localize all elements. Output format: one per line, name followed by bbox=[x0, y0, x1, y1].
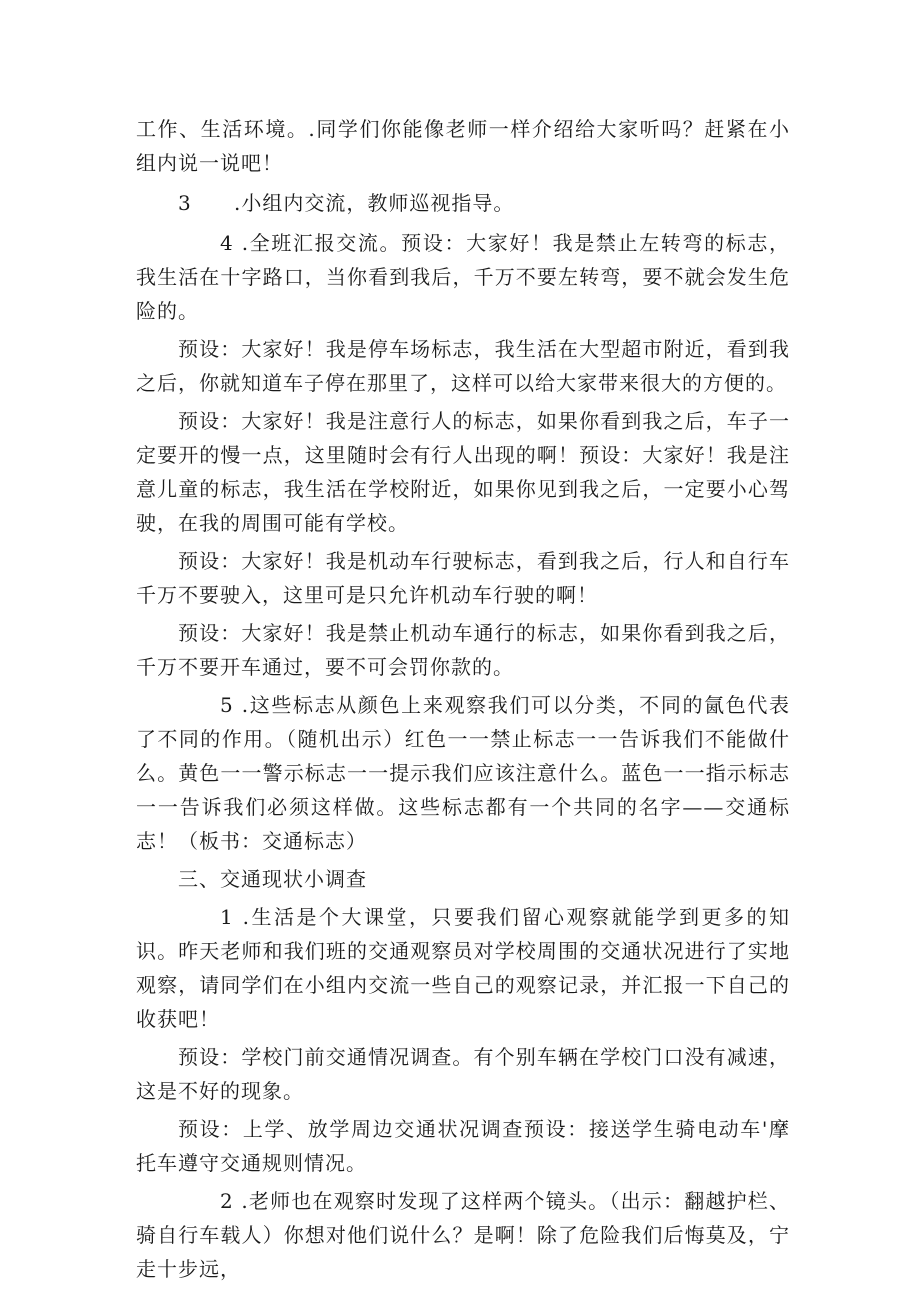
paragraph-number: 2 bbox=[220, 1189, 234, 1213]
paragraph-text: 预设：大家好！我是禁止机动车通行的标志，如果你看到我之后，千万不要开车通过，要不可会罚你款的。 bbox=[136, 621, 790, 679]
paragraph-8 bbox=[136, 688, 790, 858]
paragraph-2 bbox=[136, 186, 790, 220]
section-heading-text: 三、交通现状小调查 bbox=[178, 867, 367, 891]
document-body bbox=[136, 112, 790, 1286]
paragraph-12 bbox=[136, 1112, 790, 1180]
paragraph-text: .生活是个大课堂，只要我们留心观察就能学到更多的知识。昨天老师和我们班的交通观察员对学校周围的交通状况进行了实地观察，请同学们在小组内交流一些自己的观察记录，并汇报一下自己的收获吧！ bbox=[136, 905, 790, 1031]
paragraph-text: 预设：学校门前交通情况调查。有个别车辆在学校门口没有减速，这是不好的现象。 bbox=[136, 1045, 790, 1103]
paragraph-11 bbox=[136, 1040, 790, 1108]
paragraph-3 bbox=[136, 226, 790, 328]
paragraph-text: .这些标志从颜色上来观察我们可以分类，不同的氤色代表了不同的作用。（随机出示）红色一一禁止标志一一告诉我们不能做什么。黄色一一警示标志一一提示我们应该注意什么。蓝色一一指示标志一一告诉我们必须这样做。这些标志都有一个共同的名字——交通标志！（板书：交通标志） bbox=[136, 693, 791, 853]
paragraph-6 bbox=[136, 544, 790, 612]
paragraph-5 bbox=[136, 404, 790, 540]
paragraph-13 bbox=[136, 1184, 790, 1286]
paragraph-number: 1 bbox=[220, 905, 234, 929]
paragraph-text: .全班汇报交流。预设：大家好！我是禁止左转弯的标志，我生活在十字路口，当你看到我后，千万不要左转弯，要不就会发生危险的。 bbox=[136, 231, 791, 323]
paragraph-text: .老师也在观察时发现了这样两个镜头。（出示：翻越护栏、骑自行车载人）你想对他们说什么？是啊！除了危险我们后悔莫及，宁走十步远， bbox=[136, 1189, 791, 1281]
paragraph-text: .小组内交流，教师巡视指导。 bbox=[234, 191, 515, 215]
paragraph-text: 预设：上学、放学周边交通状况调查预设：接送学生骑电动车'摩托车遵守交通规则情况。 bbox=[136, 1117, 790, 1175]
paragraph-10 bbox=[136, 900, 790, 1036]
paragraph-text: 预设：大家好！我是停车场标志，我生活在大型超市附近，看到我之后，你就知道车子停在那里了，这样可以给大家带来很大的方便的。 bbox=[136, 337, 790, 395]
paragraph-7 bbox=[136, 616, 790, 684]
paragraph-number: 4 bbox=[220, 231, 234, 255]
paragraph-number: 5 bbox=[220, 693, 234, 717]
section-heading bbox=[136, 862, 790, 896]
paragraph-number: 3 bbox=[178, 191, 192, 215]
paragraph-text: 预设：大家好！我是注意行人的标志，如果你看到我之后，车子一定要开的慢一点，这里随时会有行人出现的啊！预设：大家好！我是注意儿童的标志，我生活在学校附近，如果你见到我之后，一定要小心驾驶，在我的周围可能有学校。 bbox=[136, 409, 790, 535]
paragraph-text: 预设：大家好！我是机动车行驶标志，看到我之后，行人和自行车千万不要驶入，这里可是只允许机动车行驶的啊！ bbox=[136, 549, 790, 607]
paragraph-text: 工作、生活环境。.同学们你能像老师一样介绍给大家听吗？赶紧在小组内说一说吧！ bbox=[136, 117, 790, 175]
paragraph-4 bbox=[136, 332, 790, 400]
paragraph-1 bbox=[136, 112, 790, 180]
